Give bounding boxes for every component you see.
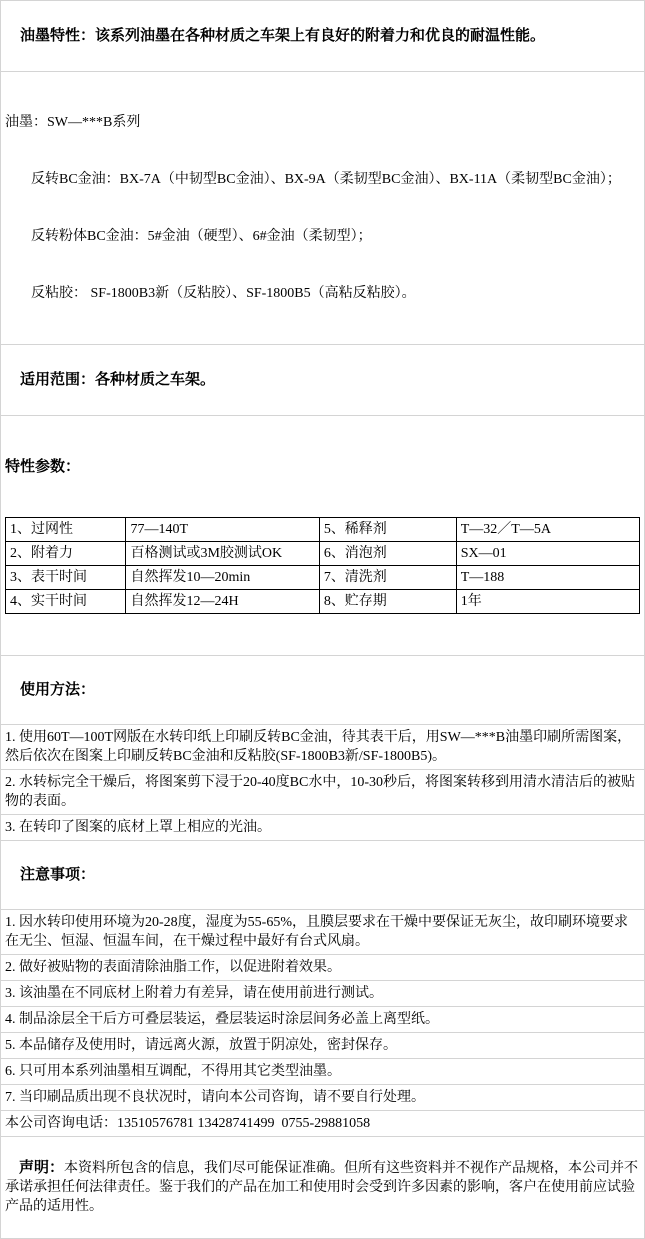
param-label-cell: 2、附着力 [6,542,126,566]
note-item: 7. 当印刷品质出现不良状况时，请向本公司咨询，请不要自行处理。 [1,1085,644,1111]
ink-series-line: 反转BC金油：BX-7A（中韧型BC金油）、BX-9A（柔韧型BC金油）、BX-11A（柔韧型BC金油）； [31,172,621,187]
parameters-row [6,566,640,590]
param-value-cell: SX—01 [456,542,639,566]
parameters-row [6,518,640,542]
disclaimer-text: 本资料所包含的信息，我们尽可能保证准确。但所有这些资料并不视作产品规格，本公司并不承诺承担任何法律责任。鉴于我们的产品在加工和使用时会受到许多因素的影响，客户在使用前应试验产品的适用性。 [5,1161,639,1214]
usage-heading-row [1,656,644,725]
param-value-cell: T—188 [456,566,639,590]
ink-series-line: 反转粉体BC金油：5#金油（硬型）、6#金油（柔韧型）； [31,229,372,244]
disclaimer-label: 声明： [19,1160,65,1176]
parameters-table [5,517,640,614]
ink-series-line: 反粘胶： SF-1800B3新（反粘胶）、SF-1800B5（高粘反粘胶）。 [31,286,416,301]
parameters-row [6,542,640,566]
usage-step: 3. 在转印了图案的底材上罩上相应的光油。 [1,815,644,841]
section-application-scope [1,345,644,416]
usage-heading: 使用方法： [20,682,96,698]
param-value-cell: 自然挥发10—20min [126,566,319,590]
param-value-cell: 自然挥发12—24H [126,590,319,614]
section-ink-characteristics [1,1,644,72]
note-item: 1. 因水转印使用环境为20-28度，湿度为55-65%，且膜层要求在干燥中要保证无灰尘，故印刷环境要求在无尘、恒湿、恒温车间，在干燥过程中最好有台式风扇。 [1,910,644,955]
param-label-cell: 7、清洗剂 [319,566,456,590]
note-item: 2. 做好被贴物的表面清除油脂工作，以促进附着效果。 [1,955,644,981]
section-parameters [1,416,644,656]
param-label-cell: 1、过网性 [6,518,126,542]
note-item: 3. 该油墨在不同底材上附着力有差异，请在使用前进行测试。 [1,981,644,1007]
usage-step: 1. 使用60T—100T网版在水转印纸上印刷反转BC金油，待其表干后，用SW—***B油墨印刷所需图案，然后依次在图案上印刷反转BC金油和反粘胶(SF-1800B3新/SF-1800B5)。 [1,725,644,770]
param-value-cell: T—32／T—5A [456,518,639,542]
param-label-cell: 5、稀释剂 [319,518,456,542]
param-label-cell: 6、消泡剂 [319,542,456,566]
contact-line: 本公司咨询电话：13510576781 13428741499 0755-29881058 [1,1111,644,1137]
usage-step: 2. 水转标完全干燥后，将图案剪下浸于20-40度BC水中，10-30秒后，将图案转移到用清水清洁后的被贴物的表面。 [1,770,644,815]
param-label-cell: 8、贮存期 [319,590,456,614]
param-value-cell: 百格测试或3M胶测试OK [126,542,319,566]
disclaimer [1,1137,644,1238]
ink-series-line: 油墨：SW—***B系列 [5,115,141,130]
parameters-row [6,590,640,614]
ink-characteristics-text: 油墨特性：该系列油墨在各种材质之车架上有良好的附着力和优良的耐温性能。 [20,28,546,44]
note-item: 5. 本品储存及使用时，请远离火源，放置于阴凉处，密封保存。 [1,1033,644,1059]
note-item: 6. 只可用本系列油墨相互调配，不得用其它类型油墨。 [1,1059,644,1085]
section-ink-series [1,72,644,345]
application-scope-text: 适用范围：各种材质之车架。 [20,372,216,388]
note-item: 4. 制品涂层全干后方可叠层装运，叠层装运时涂层间务必盖上离型纸。 [1,1007,644,1033]
param-label-cell: 4、实干时间 [6,590,126,614]
param-label-cell: 3、表干时间 [6,566,126,590]
notes-heading-row [1,841,644,910]
param-value-cell: 1年 [456,590,639,614]
param-value-cell: 77—140T [126,518,319,542]
parameters-heading: 特性参数： [5,459,81,475]
notes-heading: 注意事项： [20,867,96,883]
